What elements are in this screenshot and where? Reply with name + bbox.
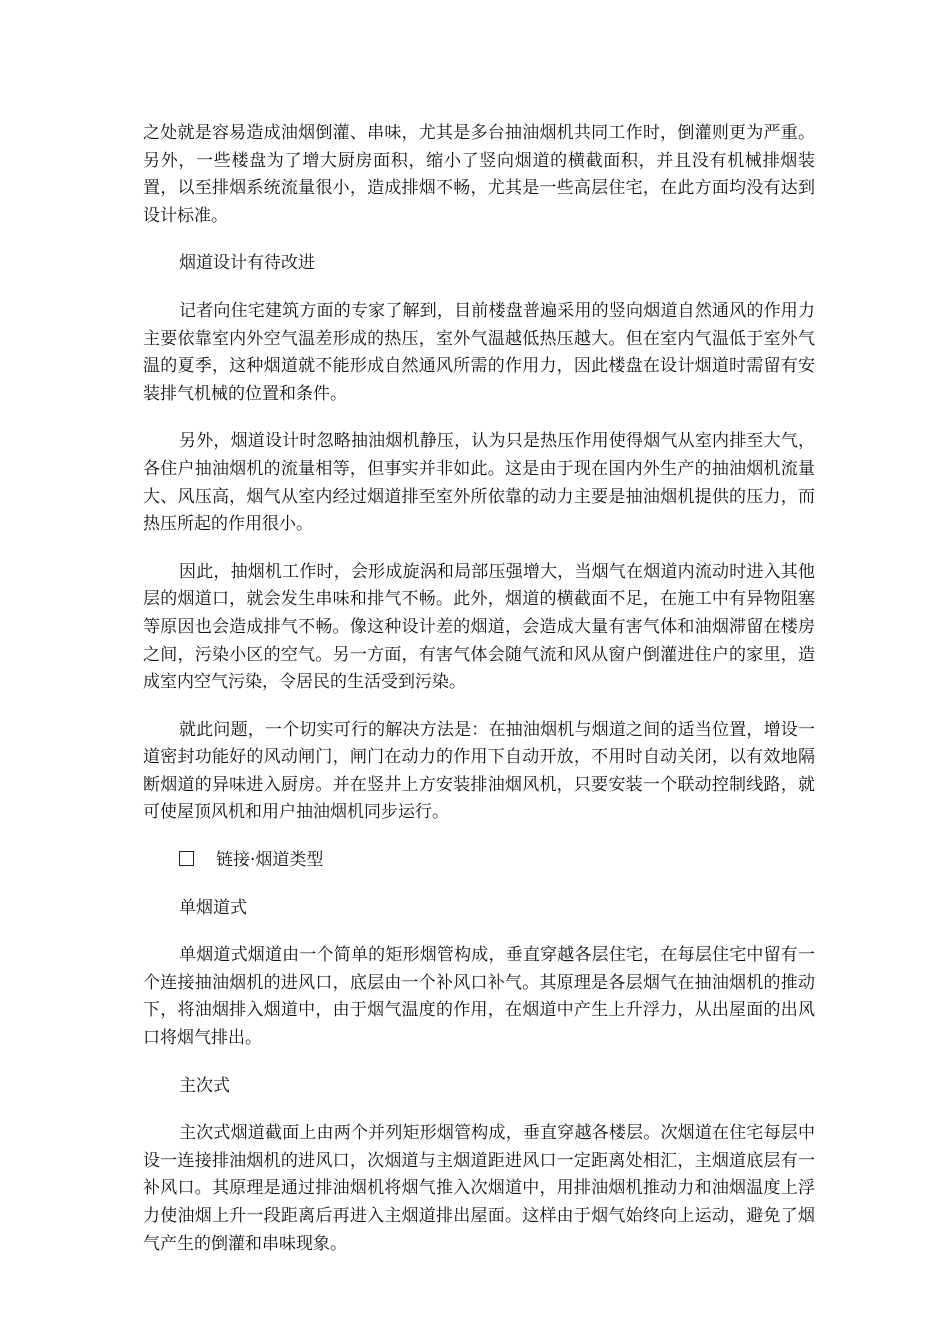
link-heading-text: 链接·烟道类型 — [216, 850, 324, 871]
paragraph-solution: 就此问题，一个切实可行的解决方法是：在抽油烟机与烟道之间的适当位置，增设一道密封功能好的风动闸门，闸门在动力的作用下自动开放，不用时自动关闭，以有效地隔断烟道的异味进入厨房。并在竖井上方安装排油烟风机，只要安装一个联动控制线路，就可使屋顶风机和用户抽油烟机同步运行。 — [143, 719, 815, 823]
paragraph-expert: 记者向住宅建筑方面的专家了解到，目前楼盘普遍采用的竖向烟道自然通风的作用力主要依靠室内外空气温差形成的热压，室外气温越低热压越大。但在室内气温低于室外气温的夏季，这种烟道就不能形成自然通风所需的作用力，因此楼盘在设计烟道时需留有安装排气机械的位置和条件。 — [143, 300, 815, 404]
checkbox-square-icon — [179, 851, 194, 866]
section-heading-main-secondary: 主次式 — [179, 1075, 230, 1096]
paragraph-static-pressure: 另外，烟道设计时忽略抽油烟机静压，认为只是热压作用使得烟气从室内排至大气，各住户抽油烟机的流量相等，但事实并非如此。这是由于现在国内外生产的抽油烟机流量大、风压高，烟气从室内经过烟道排至室外所依靠的动力主要是抽油烟机提供的压力，而热压所起的作用很小。 — [143, 431, 815, 535]
section-heading-single-flue: 单烟道式 — [179, 897, 247, 918]
section-heading-link — [143, 847, 815, 875]
document-page — [143, 120, 815, 1278]
section-heading-design: 烟道设计有待改进 — [179, 253, 315, 274]
paragraph-intro: 之处就是容易造成油烟倒灌、串味，尤其是多台抽油烟机共同工作时，倒灌则更为严重。另外，一些楼盘为了增大厨房面积，缩小了竖向烟道的横截面积，并且没有机械排烟装置，以至排烟系统流量很小，造成排烟不畅，尤其是一些高层住宅，在此方面均没有达到设计标准。 — [143, 123, 815, 226]
paragraph-main-secondary: 主次式烟道截面上由两个并列矩形烟管构成，垂直穿越各楼层。次烟道在住宅每层中设一连接排油烟机的进风口，次烟道与主烟道距进风口一定距离处相汇，主烟道底层有一补风口。其原理是通过排油烟机将烟气推入次烟道中，用排油烟机推动力和油烟温度上浮力使油烟上升一段距离后再进入主烟道排出屋面。这样由于烟气始终向上运动，避免了烟气产生的倒灌和串味现象。 — [143, 1123, 815, 1254]
paragraph-consequences: 因此，抽烟机工作时，会形成旋涡和局部压强增大，当烟气在烟道内流动时进入其他层的烟道口，就会发生串味和排气不畅。此外，烟道的横截面不足，在施工中有异物阻塞等原因也会造成排气不畅。像这种设计差的烟道，会造成大量有害气体和油烟滞留在楼房之间，污染小区的空气。另一方面，有害气体会随气流和风从窗户倒灌进住户的家里，造成室内空气污染，令居民的生活受到污染。 — [143, 561, 815, 693]
paragraph-single-flue: 单烟道式烟道由一个简单的矩形烟管构成，垂直穿越各层住宅，在每层住宅中留有一个连接抽油烟机的进风口，底层由一个补风口补气。其原理是各层烟气在抽油烟机的推动下，将油烟排入烟道中，由于烟气温度的作用，在烟道中产生上升浮力，从出屋面的出风口将烟气排出。 — [143, 945, 815, 1049]
